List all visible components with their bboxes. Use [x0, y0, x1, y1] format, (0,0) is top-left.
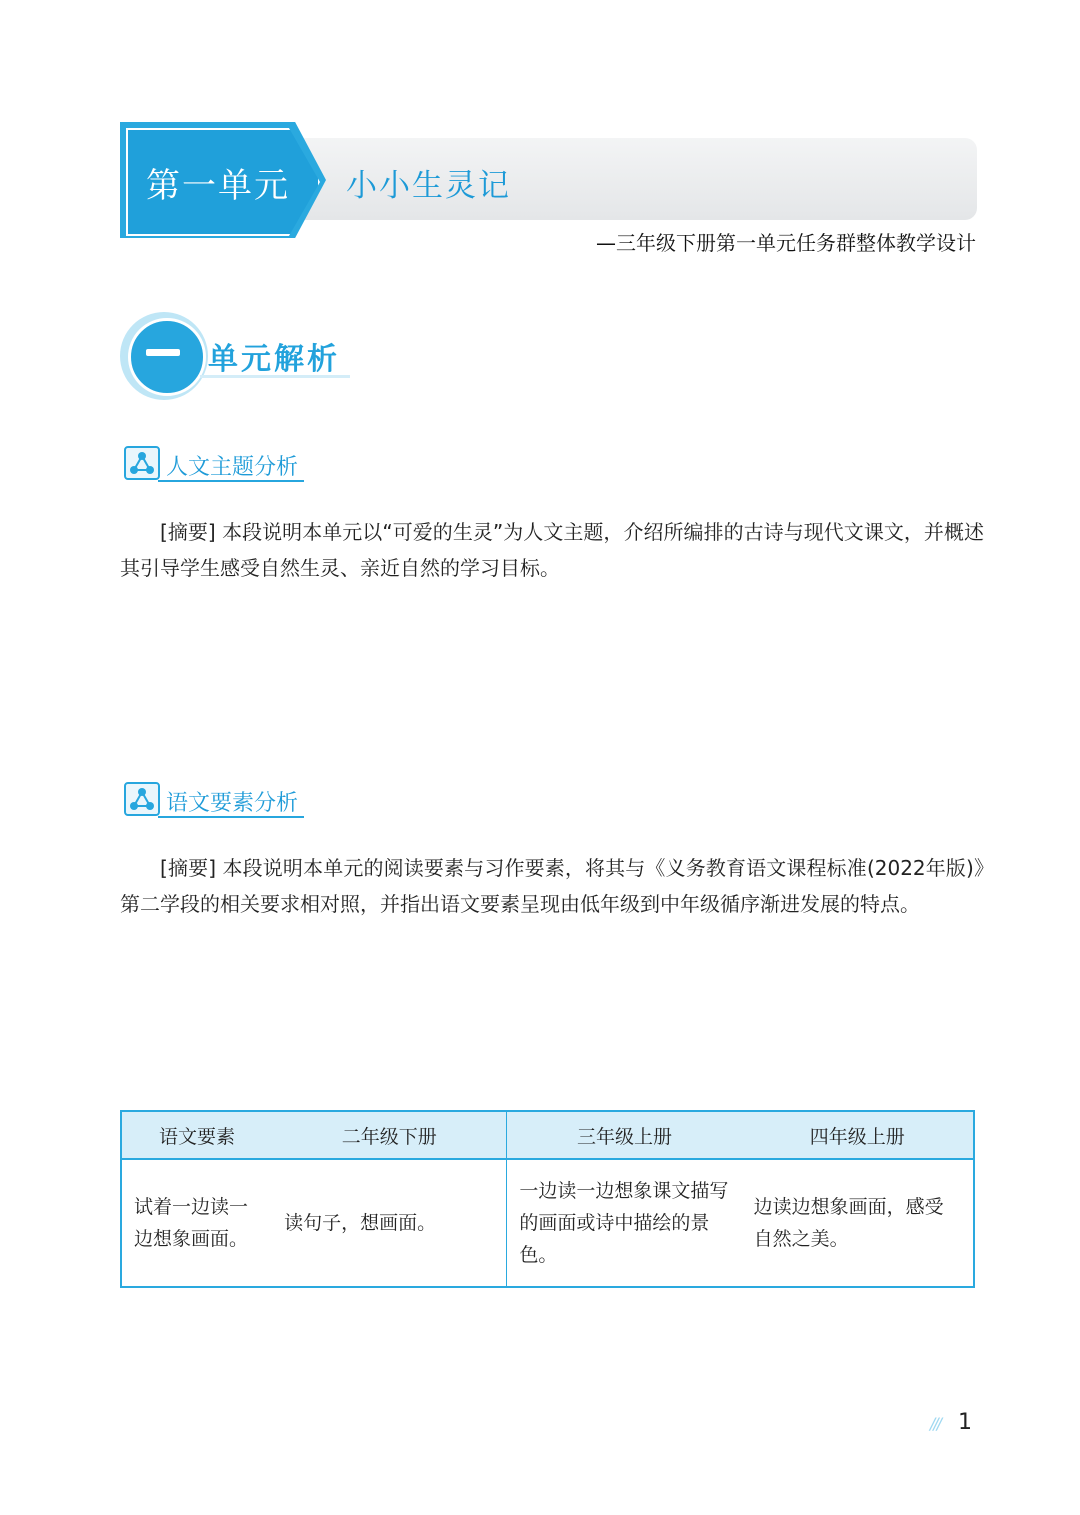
network-icon	[124, 446, 160, 480]
subsection-heading-elements: 语文要素分析	[166, 791, 299, 816]
unit-label: 第一单元	[146, 166, 290, 206]
table-header-cell: 三年级上册	[507, 1111, 742, 1159]
table-cell: 边读边想象画面，感受自然之美。	[753, 1196, 944, 1250]
table-header-cell: 四年级上册	[742, 1111, 974, 1159]
section-title: 单元解析	[208, 342, 340, 377]
table-header-cell: 二年级下册	[272, 1111, 507, 1159]
unit-title: 小小生灵记	[346, 168, 511, 204]
page-number: 1	[958, 1410, 972, 1435]
subsection-underline	[158, 480, 304, 482]
section-number-dash	[146, 349, 180, 356]
table-cell: 一边读一边想象课文描写的画面或诗中描绘的景色。	[507, 1159, 742, 1287]
elements-paragraph: [摘要] 本段说明本单元的阅读要素与习作要素，将其与《义务教育语文课程标准(2022年版)》第二学段的相关要求相对照，并指出语文要素呈现由低年级到中年级循序渐进发展的特点。	[120, 856, 984, 916]
network-icon	[124, 782, 160, 816]
page-mark: ///	[929, 1414, 940, 1433]
unit-subtitle: —三年级下册第一单元任务群整体教学设计	[596, 231, 976, 255]
table-header-row	[121, 1111, 974, 1159]
table-header-cell: 语文要素	[121, 1111, 272, 1159]
elements-table	[120, 1110, 975, 1288]
table-cell: 读句子，想画面。	[284, 1212, 437, 1234]
section-number-circle	[128, 318, 206, 396]
subsection-heading-theme: 人文主题分析	[166, 455, 299, 480]
table-cell: 试着一边读一边想象画面。	[134, 1196, 249, 1250]
theme-paragraph: [摘要] 本段说明本单元以“可爱的生灵”为人文主题，介绍所编排的古诗与现代文课文，并概述其引导学生感受自然生灵、亲近自然的学习目标。	[120, 520, 984, 580]
table-row	[121, 1159, 974, 1287]
subsection-underline	[158, 816, 304, 818]
